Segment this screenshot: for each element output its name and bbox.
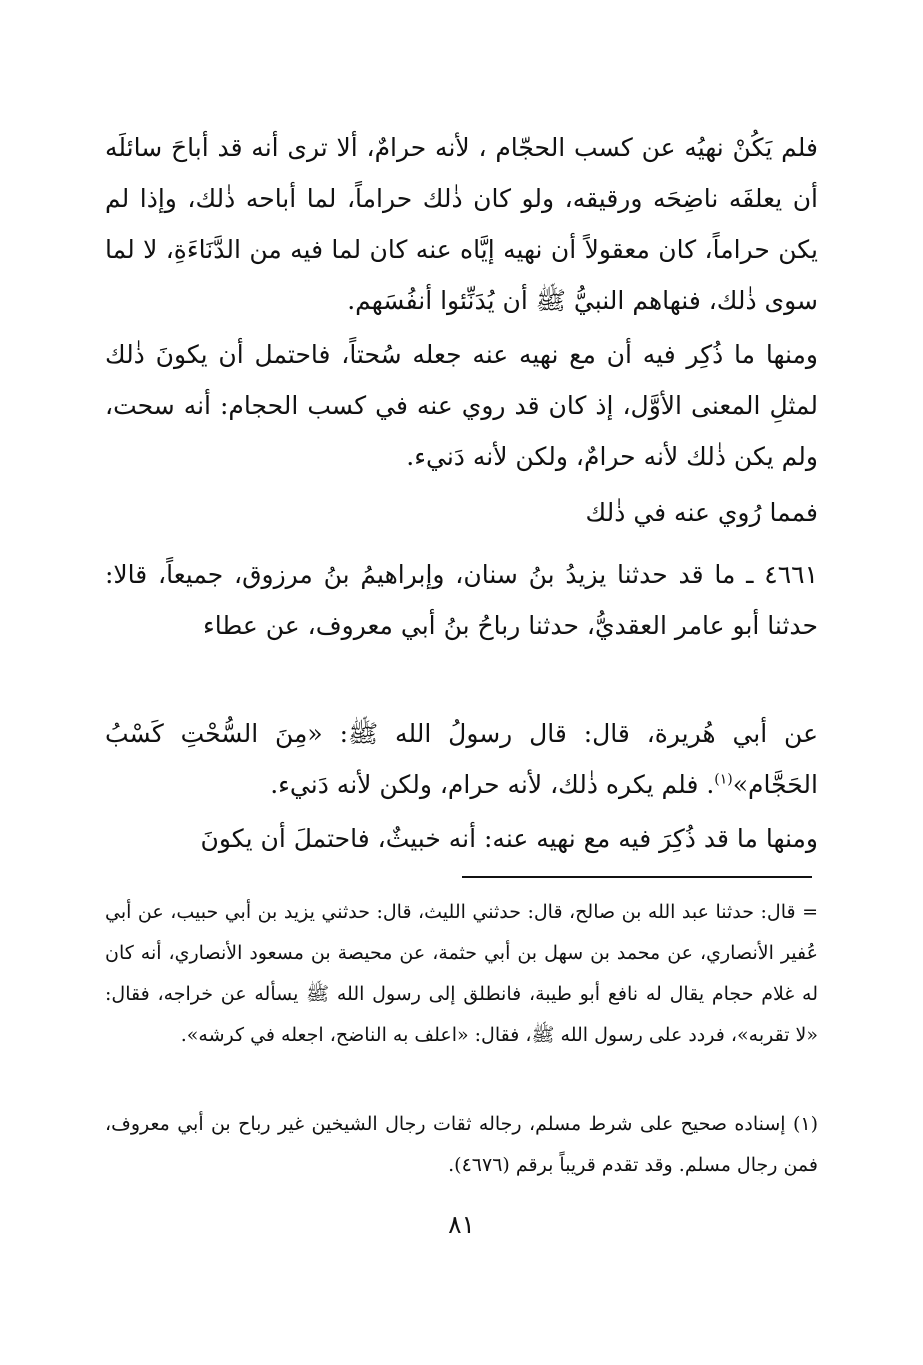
hadith-after: . فلم يكره ذٰلك، لأنه حرام، ولكن لأنه دَنيء. — [270, 770, 715, 799]
section-heading: فمما رُوي عنه في ذٰلك — [585, 498, 818, 527]
footnote-ref-1: (١) — [714, 771, 733, 788]
page-number: ٨١ — [448, 1210, 475, 1239]
hadith-matn: عن أبي هُريرة، قال: قال رسولُ الله ﷺ: «مِنَ السُّحْتِ كَسْبُ الحَجَّام» — [105, 719, 818, 799]
hadith-isnad: ٤٦٦١ ـ ما قد حدثنا يزيدُ بنُ سنان، وإبراهيمُ بنُ مرزوق، جميعاً، قالا: حدثنا أبو عامر العقديُّ، حدثنا رباحُ بنُ أبي معروف، عن عطاء — [105, 560, 818, 640]
footnote-divider — [462, 876, 812, 878]
hadith-matn-paragraph — [105, 708, 818, 810]
paragraph-3: ومنها ما قد ذُكِرَ فيه مع نهيه عنه: أنه خبيثٌ، فاحتملَ أن يكونَ — [200, 824, 818, 853]
paragraph-1: فلم يَكُنْ نهيُه عن كسب الحجّام ، لأنه حرامٌ، ألا ترى أنه قد أباحَ سائلَه أن يعلفَه ناضِحَه ورقيقه، ولو كان ذٰلك حراماً، لما أباحه ذٰلك، وإذا لم يكن حراماً، كان معقولاً أن نهيه إيَّاه عنه كان لما فيه من الدَّنَاءَةِ، لا لما سوى ذٰلك، فنهاهم النبيُّ ﷺ أن يُدَنِّئوا أنفُسَهم. — [105, 133, 818, 315]
footnote-continuation: = قال: حدثنا عبد الله بن صالح، قال: حدثني الليث، قال: حدثني يزيد بن أبي حبيب، عن أبي عُفير الأنصاري، عن محمد بن سهل بن أبي حثمة، عن محيصة بن مسعود الأنصاري، أنه كان له غلام حجام يقال له نافع أبو طيبة، فانطلق إلى رسول الله ﷺ يسأله عن خراجه، فقال: «لا تقربه»، فردد على رسول الله ﷺ، فقال: «اعلف به الناضح، اجعله في كرشه». — [105, 901, 818, 1046]
footnote-1: (١) إسناده صحيح على شرط مسلم، رجاله ثقات رجال الشيخين غير رباح بن أبي معروف، فمن رجال مسلم. وقد تقدم قريباً برقم (٤٦٧٦). — [105, 1113, 818, 1176]
paragraph-2: ومنها ما ذُكِر فيه أن مع نهيه عنه جعله سُحتاً، فاحتمل أن يكونَ ذٰلك لمثلِ المعنى الأوَّل، إذ كان قد روي عنه في كسب الحجام: أنه سحت، ولم يكن ذٰلك لأنه حرامٌ، ولكن لأنه دَنيء. — [105, 340, 818, 471]
